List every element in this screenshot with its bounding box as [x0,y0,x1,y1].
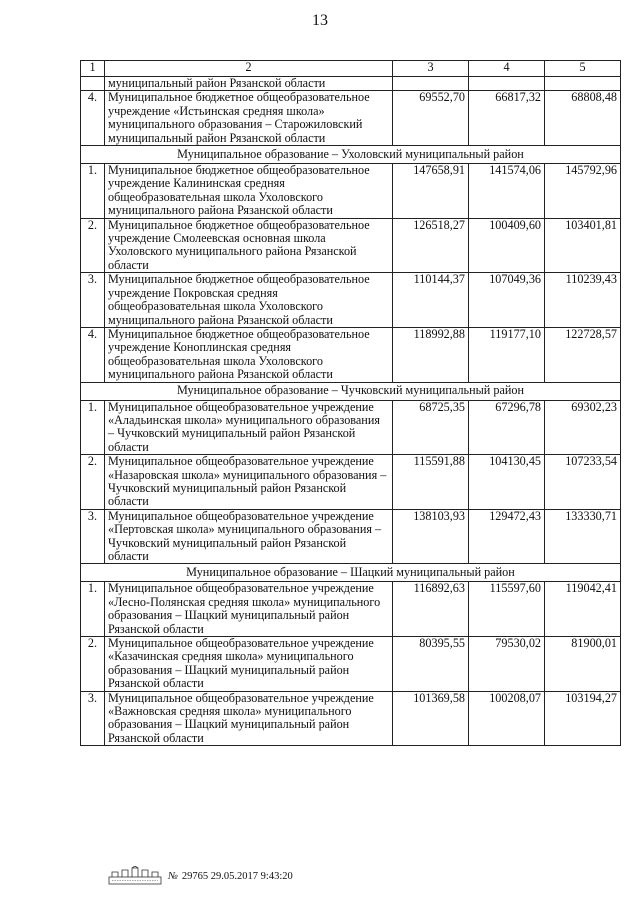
header-col-1: 1 [81,61,105,77]
section-title: Муниципальное образование – Шацкий муниципальный район [81,564,621,582]
header-col-4: 4 [469,61,545,77]
value-col-5: 103194,27 [545,691,621,746]
number-sign: № [168,870,178,882]
value-col-5: 122728,57 [545,327,621,382]
table-row [81,91,621,146]
row-number: 2. [81,455,105,510]
page-number: 13 [312,12,328,29]
value-col-3: 126518,27 [393,218,469,273]
value-col-3: 118992,88 [393,327,469,382]
section-title: Муниципальное образование – Чучковский муниципальный район [81,382,621,400]
table-body [81,61,621,746]
value-col-4: 104130,45 [469,455,545,510]
value-col-5: 103401,81 [545,218,621,273]
institution-name: Муниципальное общеобразовательное учреждение «Казачинская средняя школа» муниципального образования – Шацкий муниципальный район Рязанской области [105,637,393,692]
document-footer [108,866,293,886]
table-row [81,218,621,273]
row-number: 2. [81,637,105,692]
institution-name: Муниципальное общеобразовательное учреждение «Важновская средняя школа» муниципального образования – Шацкий муниципальный район Рязанской области [105,691,393,746]
institution-name: Муниципальное бюджетное общеобразовательное учреждение Коноплинская средняя общеобразовательная школа Ухоловского муниципального района Рязанской области [105,327,393,382]
table-row [81,164,621,219]
value-col-5: 110239,43 [545,273,621,328]
value-col-5: 119042,41 [545,582,621,637]
header-col-3: 3 [393,61,469,77]
registration-stamp [168,871,293,882]
value-col-3: 138103,93 [393,509,469,564]
value-col-3: 69552,70 [393,91,469,146]
value-col-3 [393,77,469,91]
institution-name: Муниципальное бюджетное общеобразовательное учреждение Смолеевская основная школа Ухоловского муниципального района Рязанской области [105,218,393,273]
value-col-5: 81900,01 [545,637,621,692]
institution-name: муниципальный район Рязанской области [105,77,393,91]
value-col-4: 115597,60 [469,582,545,637]
row-number: 3. [81,273,105,328]
table-row [81,273,621,328]
value-col-4: 79530,02 [469,637,545,692]
value-col-3: 110144,37 [393,273,469,328]
value-col-3: 80395,55 [393,637,469,692]
institution-name: Муниципальное общеобразовательное учреждение «Назаровская школа» муниципального образования – Чучковский муниципальный район Рязанской области [105,455,393,510]
row-number [81,77,105,91]
section-header-row [81,382,621,400]
value-col-5: 69302,23 [545,400,621,455]
value-col-4: 141574,06 [469,164,545,219]
registration-info: 29765 29.05.2017 9:43:20 [181,870,293,882]
value-col-5: 145792,96 [545,164,621,219]
value-col-4: 129472,43 [469,509,545,564]
table-row [81,637,621,692]
value-col-4: 107049,36 [469,273,545,328]
row-number: 4. [81,91,105,146]
value-col-3: 101369,58 [393,691,469,746]
row-number: 2. [81,218,105,273]
registry-seal-icon [108,866,162,886]
institution-name: Муниципальное общеобразовательное учреждение «Аладьинская школа» муниципального образования – Чучковский муниципальный район Рязанской области [105,400,393,455]
table-row [81,509,621,564]
section-header-row [81,146,621,164]
value-col-4: 100208,07 [469,691,545,746]
institution-name: Муниципальное бюджетное общеобразовательное учреждение Покровская средняя общеобразовательная школа Ухоловского муниципального района Рязанской области [105,273,393,328]
institution-name: Муниципальное бюджетное общеобразовательное учреждение «Истьинская средняя школа» муниципального образования – Старожиловский муниципальный район Рязанской области [105,91,393,146]
table-row [81,327,621,382]
section-header-row [81,564,621,582]
value-col-5: 133330,71 [545,509,621,564]
table-row [81,582,621,637]
section-title: Муниципальное образование – Ухоловский муниципальный район [81,146,621,164]
value-col-3: 115591,88 [393,455,469,510]
header-col-5: 5 [545,61,621,77]
table-row-continued [81,77,621,91]
value-col-4: 100409,60 [469,218,545,273]
value-col-5: 68808,48 [545,91,621,146]
row-number: 3. [81,509,105,564]
table-row [81,455,621,510]
row-number: 1. [81,582,105,637]
value-col-3: 68725,35 [393,400,469,455]
institution-name: Муниципальное общеобразовательное учреждение «Лесно-Полянская средняя школа» муниципального образования – Шацкий муниципальный район Рязанской области [105,582,393,637]
value-col-5 [545,77,621,91]
value-col-3: 147658,91 [393,164,469,219]
value-col-3: 116892,63 [393,582,469,637]
value-col-4: 66817,32 [469,91,545,146]
table-header-row [81,61,621,77]
value-col-5: 107233,54 [545,455,621,510]
row-number: 4. [81,327,105,382]
table-row [81,691,621,746]
table-row [81,400,621,455]
header-col-2: 2 [105,61,393,77]
value-col-4: 67296,78 [469,400,545,455]
row-number: 3. [81,691,105,746]
value-col-4 [469,77,545,91]
allocation-table [80,60,621,746]
row-number: 1. [81,400,105,455]
value-col-4: 119177,10 [469,327,545,382]
institution-name: Муниципальное общеобразовательное учреждение «Пертовская школа» муниципального образования – Чучковский муниципальный район Рязанской области [105,509,393,564]
row-number: 1. [81,164,105,219]
institution-name: Муниципальное бюджетное общеобразовательное учреждение Калининская средняя общеобразовательная школа Ухоловского муниципального района Рязанской области [105,164,393,219]
